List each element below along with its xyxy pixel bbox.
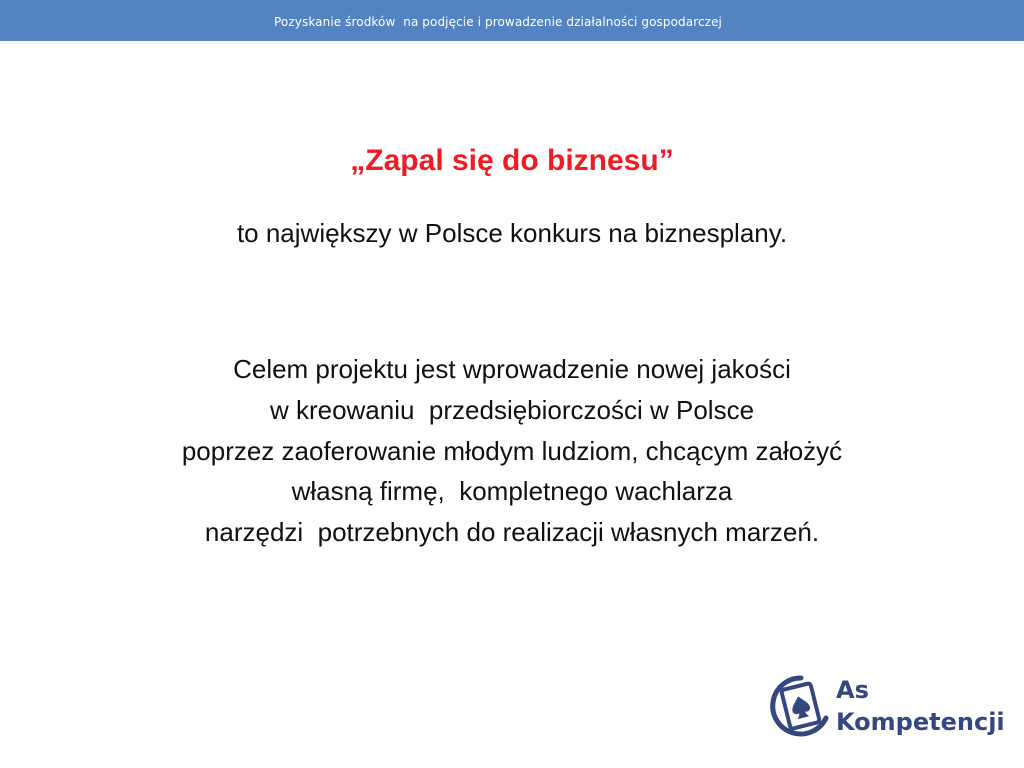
body-paragraph — [0, 349, 1024, 553]
logo-text-line2: Kompetencji — [836, 708, 1005, 736]
slide-subline: to największy w Polsce konkurs na biznesplany. — [236, 218, 788, 248]
body-line: własną firmę, kompletnego wachlarza — [291, 476, 733, 507]
body-line: narzędzi potrzebnych do realizacji własnych marzeń. — [204, 517, 820, 548]
header-bar — [0, 0, 1024, 41]
as-kompetencji-logo — [768, 672, 1005, 742]
header-title: Pozyskanie środków na podjęcie i prowadzenie działalności gospodarczej — [274, 15, 722, 29]
body-line: w kreowaniu przedsiębiorczości w Polsce — [269, 394, 755, 425]
body-line: poprzez zaoferowanie młodym ludziom, chcącym założyć — [181, 435, 843, 466]
body-line: Celem projektu jest wprowadzenie nowej jakości — [233, 354, 791, 384]
logo-text-line1: As — [836, 676, 869, 704]
spade-card-icon — [768, 672, 830, 742]
slide-headline: „Zapal się do biznesu” — [350, 144, 674, 177]
